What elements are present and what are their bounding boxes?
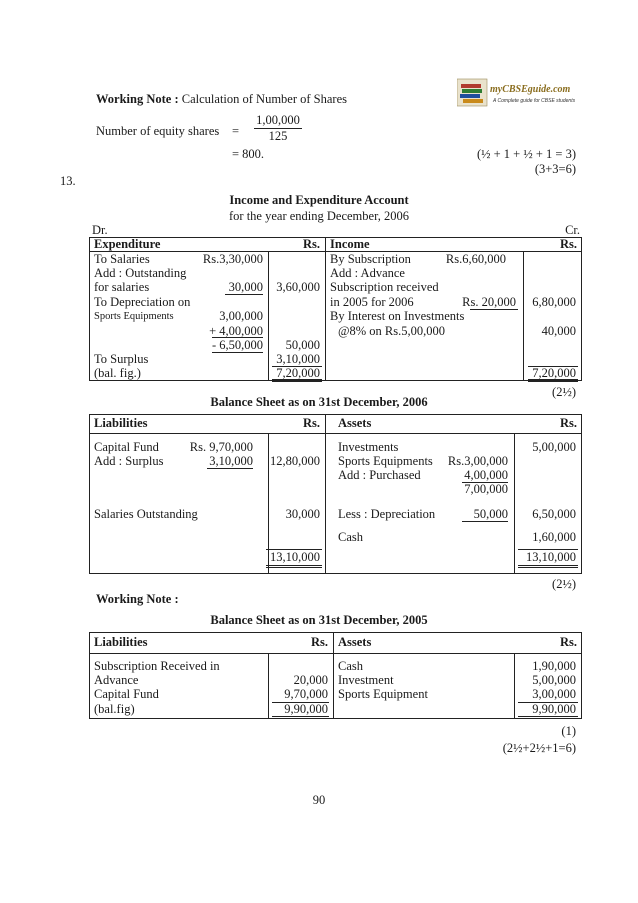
- equals-sign: =: [232, 124, 240, 138]
- bs2005-col-rule: [514, 653, 515, 719]
- bs-amount: Rs. 9,70,000: [189, 440, 253, 454]
- bs-total: 20,000: [293, 673, 328, 687]
- ie-amount: 3,00,000: [219, 309, 263, 323]
- bs-total: 12,80,000: [270, 454, 320, 468]
- bs-total: 1,90,000: [532, 659, 576, 673]
- ie-amount: + 4,00,000: [209, 324, 263, 338]
- bs2005-header-liabilities: Liabilities: [94, 635, 148, 649]
- logo-tagline: A Complete guide for CBSE students: [493, 98, 576, 104]
- bs-line: Salaries Outstanding: [94, 507, 198, 521]
- bs2006-header-rule: [89, 433, 582, 434]
- bs2006-col-rule: [268, 433, 269, 574]
- cr-label: Cr.: [565, 223, 580, 237]
- ie-amount: - 6,50,000: [211, 338, 263, 352]
- ie-grand-total: 7,20,000: [276, 366, 320, 380]
- bs2005-header-rs: Rs.: [559, 635, 577, 649]
- ie-col-rule: [325, 237, 326, 381]
- ie-line: for salaries: [94, 280, 150, 294]
- ie-line: Add : Outstanding: [94, 266, 187, 280]
- bs2006-col-rule: [325, 414, 326, 574]
- bs-line: (bal.fig): [94, 702, 135, 716]
- bs-total: 5,00,000: [532, 440, 576, 454]
- bs2005-header-assets: Assets: [338, 635, 372, 649]
- bs2006-title: Balance Sheet as on 31st December, 2006: [210, 395, 428, 409]
- ie-header-rs: Rs.: [559, 237, 577, 251]
- dr-label: Dr.: [92, 223, 108, 237]
- working-note-heading: Calculation of Number of Shares: [181, 92, 347, 106]
- ie-amount: 30,000: [228, 280, 263, 294]
- marks: (½ + 1 + ½ + 1 = 3): [476, 147, 576, 161]
- ie-line: To Salaries: [94, 252, 150, 266]
- bs-amount: 7,00,000: [464, 482, 508, 496]
- bs-grand-total: 13,10,000: [526, 550, 576, 564]
- marks: (2½): [552, 385, 576, 399]
- double-underline: [518, 716, 578, 719]
- ie-line: By Subscription: [330, 252, 411, 266]
- ie-total: 40,000: [541, 324, 576, 338]
- ie-line: By Interest on Investments: [330, 309, 465, 323]
- equity-shares-label: Number of equity shares: [96, 124, 220, 138]
- bs-line: Add : Surplus: [94, 454, 164, 468]
- bs-total: 30,000: [285, 507, 320, 521]
- bs2006-header-liabilities: Liabilities: [94, 416, 148, 430]
- double-underline: [518, 565, 578, 568]
- double-underline: [272, 379, 322, 382]
- underline: [470, 309, 518, 310]
- bs-line: Sports Equipments: [338, 454, 433, 468]
- bs-total: 1,60,000: [532, 530, 576, 544]
- ie-line: To Surplus: [94, 352, 149, 366]
- page-number: 90: [312, 793, 326, 807]
- bs2006-header-rs: Rs.: [559, 416, 577, 430]
- bs-line: Subscription Received in: [94, 659, 220, 673]
- ie-total: 6,80,000: [532, 295, 576, 309]
- working-note-2-title: Working Note :: [96, 592, 179, 606]
- bs2005-col-rule: [333, 632, 334, 719]
- ie-line: Add : Advance: [330, 266, 405, 280]
- bs2005-col-rule: [268, 653, 269, 719]
- fraction-denominator: 125: [268, 129, 288, 143]
- ie-header-rs: Rs.: [302, 237, 320, 251]
- underline: [462, 521, 508, 522]
- bs-grand-total: 9,90,000: [284, 702, 328, 716]
- bs2006-header-assets: Assets: [338, 416, 372, 430]
- bs-grand-total: 13,10,000: [270, 550, 320, 564]
- bs2006-table: [89, 414, 582, 574]
- logo: [457, 78, 577, 108]
- ie-amount: Rs.3,30,000: [202, 252, 263, 266]
- double-underline: [266, 565, 322, 568]
- bs-line: Investment: [338, 673, 394, 687]
- ie-line: To Depreciation on: [94, 295, 191, 309]
- bs-total: 5,00,000: [532, 673, 576, 687]
- double-underline: [528, 379, 578, 382]
- bs-line: Investments: [338, 440, 399, 454]
- shares-result: = 800.: [232, 147, 265, 161]
- bs-line: Capital Fund: [94, 687, 159, 701]
- fraction-numerator: 1,00,000: [256, 113, 300, 127]
- marks-total: (2½+2½+1=6): [502, 741, 576, 755]
- bs-line: Cash: [338, 659, 363, 673]
- ie-header-expenditure: Expenditure: [94, 237, 161, 251]
- logo-text: myCBSEguide.com: [490, 84, 571, 95]
- bs2005-header-rule: [89, 653, 582, 654]
- marks-total: (3+3=6): [534, 162, 576, 176]
- ie-line: Subscription received: [330, 280, 439, 294]
- marks: (1): [561, 724, 576, 738]
- bs-line: Less : Depreciation: [338, 507, 436, 521]
- bs-line: Cash: [338, 530, 363, 544]
- bs2005-header-rs: Rs.: [310, 635, 328, 649]
- bs-amount: Rs.3,00,000: [447, 454, 508, 468]
- ie-line: Sports Equipments: [94, 311, 174, 322]
- working-note-label: Working Note :: [96, 92, 179, 106]
- ie-amount: Rs. 20,000: [462, 295, 516, 309]
- question-number: 13.: [60, 174, 76, 188]
- bs-total: 9,70,000: [284, 687, 328, 701]
- marks: (2½): [552, 577, 576, 591]
- bs-amount: 4,00,000: [464, 468, 508, 482]
- bs-line: Advance: [94, 673, 139, 687]
- ie-amount: Rs.6,60,000: [445, 252, 506, 266]
- underline: [212, 352, 263, 353]
- bs-amount: 3,10,000: [209, 454, 253, 468]
- ie-title: Income and Expenditure Account: [229, 193, 409, 207]
- underline: [212, 337, 263, 338]
- bs-amount: 50,000: [473, 507, 508, 521]
- ie-total: 3,60,000: [276, 280, 320, 294]
- bs-line: Add : Purchased: [338, 468, 421, 482]
- underline: [225, 294, 263, 295]
- ie-grand-total: 7,20,000: [532, 366, 576, 380]
- bs-total: 6,50,000: [532, 507, 576, 521]
- ie-col-rule: [523, 251, 524, 381]
- underline: [207, 468, 253, 469]
- ie-total: 50,000: [285, 338, 320, 352]
- bs2005-title: Balance Sheet as on 31st December, 2005: [210, 613, 428, 627]
- bs2006-header-rs: Rs.: [302, 416, 320, 430]
- bs-total: 3,00,000: [532, 687, 576, 701]
- double-underline: [272, 716, 329, 719]
- ie-line: (bal. fig.): [94, 366, 141, 380]
- bs-line: Capital Fund: [94, 440, 159, 454]
- ie-header-income: Income: [330, 237, 370, 251]
- bs-grand-total: 9,90,000: [532, 702, 576, 716]
- ie-subtitle: for the year ending December, 2006: [229, 209, 409, 223]
- ie-line: @8% on Rs.5,00,000: [338, 324, 446, 338]
- bs-line: Sports Equipment: [338, 687, 428, 701]
- ie-col-rule: [268, 251, 269, 381]
- working-note-title: [96, 92, 347, 107]
- bs2005-table: [89, 632, 582, 719]
- ie-line: in 2005 for 2006: [330, 295, 414, 309]
- bs2006-col-rule: [514, 433, 515, 574]
- ie-total: 3,10,000: [276, 352, 320, 366]
